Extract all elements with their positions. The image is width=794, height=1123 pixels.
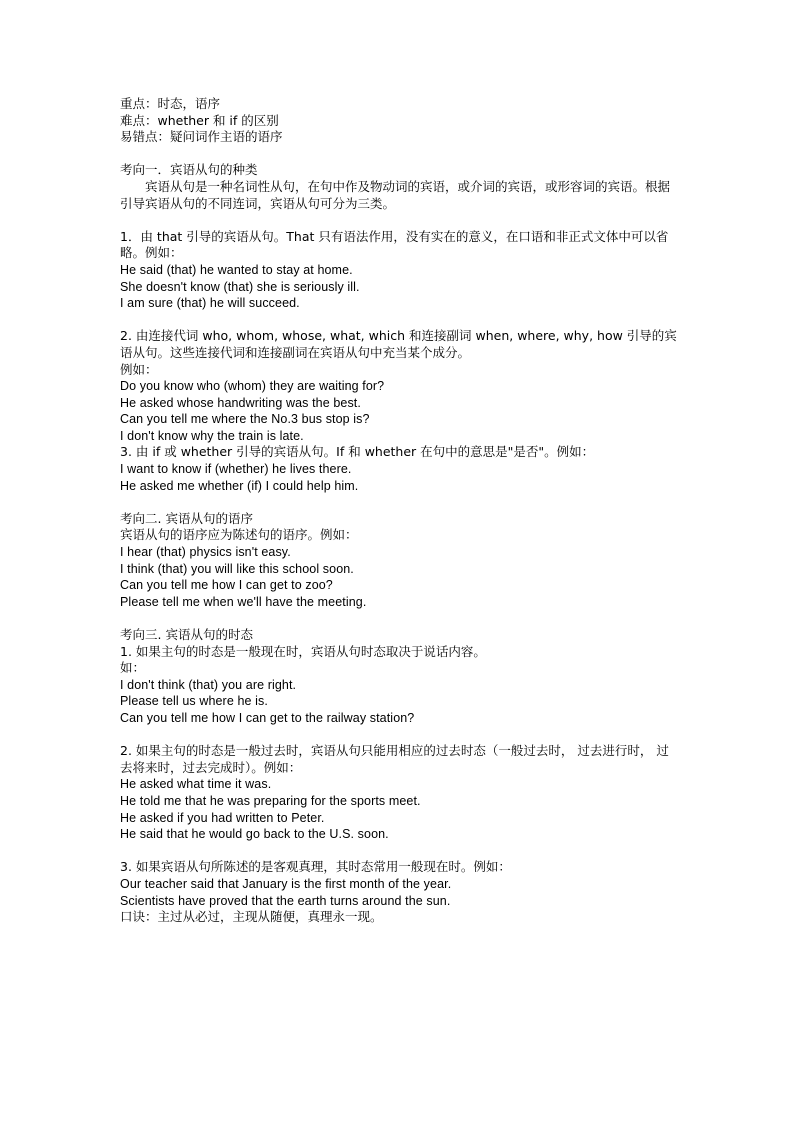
example-sentence: He asked whose handwriting was the best. [120,395,361,410]
key-point-line: 重点：时态，语序 [120,96,221,111]
example-label: 例如： [120,361,158,377]
difficulty-line: 难点：whether 和 if 的区别 [120,112,279,128]
example-sentence: He asked if you had written to Peter. [120,810,325,825]
example-sentence: He said that he would go back to the U.S. soon. [120,827,389,842]
type-2-title: 2. 由连接代词 who, whom, whose, what, which 和连接副词 when, where, why, how 引导的宾语从句。这些连接代词和连接副词在宾语从句中充当某个成分。 [120,328,677,360]
section-2 [120,511,680,611]
section-1-intro: 宾语从句是一种名词性从句，在句中作及物动词的宾语，或介词的宾语，或形容词的宾语。根据引导宾语从句的不同连词，宾语从句可分为三类。 [120,178,671,211]
section-1 [120,162,680,494]
example-sentence: Please tell me when we'll have the meeting. [120,594,367,609]
rule-1: 1. 如果主句的时态是一般现在时，宾语从句时态取决于说话内容。 [120,643,486,659]
spacer [120,212,680,229]
spacer [120,727,680,744]
spacer [120,610,680,627]
example-sentence: Can you tell me where the No.3 bus stop is? [120,412,370,427]
example-sentence: Do you know who (whom) they are waiting for? [120,379,385,394]
section-2-heading: 考向二. 宾语从句的语序 [120,510,253,526]
type-3-title: 3. 由 if 或 whether 引导的宾语从句。If 和 whether 在句中的意思是"是否"。例如： [120,444,595,460]
summary-block [120,96,680,146]
example-sentence: I think (that) you will like this school soon. [120,561,354,576]
example-sentence: He asked me whether (if) I could help him. [120,478,359,493]
rule-2: 2. 如果主句的时态是一般过去时，宾语从句只能用相应的过去时态（一般过去时， 过去进行时， 过去将来时，过去完成时）。例如： [120,743,669,775]
spacer [120,312,680,329]
example-sentence: Can you tell me how I can get to zoo? [120,578,333,593]
document-page [120,96,680,926]
error-prone-line: 易错点：疑问词作主语的语序 [120,129,283,145]
example-sentence: He asked what time it was. [120,777,272,792]
spacer [120,146,680,163]
example-sentence: I want to know if (whether) he lives there. [120,462,352,477]
section-2-rule: 宾语从句的语序应为陈述句的语序。例如： [120,527,358,543]
section-3 [120,627,680,926]
example-sentence: Can you tell me how I can get to the railway station? [120,710,415,725]
mnemonic-line: 口诀：主过从必过，主现从随便，真理永一现。 [120,909,383,925]
example-sentence: Our teacher said that January is the first month of the year. [120,876,452,891]
type-1-title: 1．由 that 引导的宾语从句。That 只有语法作用，没有实在的意义，在口语和非正式文体中可以省略。例如： [120,228,669,261]
example-sentence: I am sure (that) he will succeed. [120,296,300,311]
rule-3: 3. 如果宾语从句所陈述的是客观真理，其时态常用一般现在时。例如： [120,859,511,875]
example-sentence: Please tell us where he is. [120,694,268,709]
example-sentence: He said (that) he wanted to stay at home. [120,262,353,277]
spacer [120,843,680,860]
example-label: 如： [120,660,146,676]
spacer [120,494,680,511]
section-1-heading: 考向一．宾语从句的种类 [120,162,258,178]
section-3-heading: 考向三. 宾语从句的时态 [120,627,253,642]
example-sentence: I don't think (that) you are right. [120,677,297,692]
example-sentence: I don't know why the train is late. [120,428,304,443]
example-sentence: She doesn't know (that) she is seriously ill. [120,279,360,294]
example-sentence: Scientists have proved that the earth turns around the sun. [120,893,451,908]
example-sentence: I hear (that) physics isn't easy. [120,545,291,560]
example-sentence: He told me that he was preparing for the sports meet. [120,793,421,808]
